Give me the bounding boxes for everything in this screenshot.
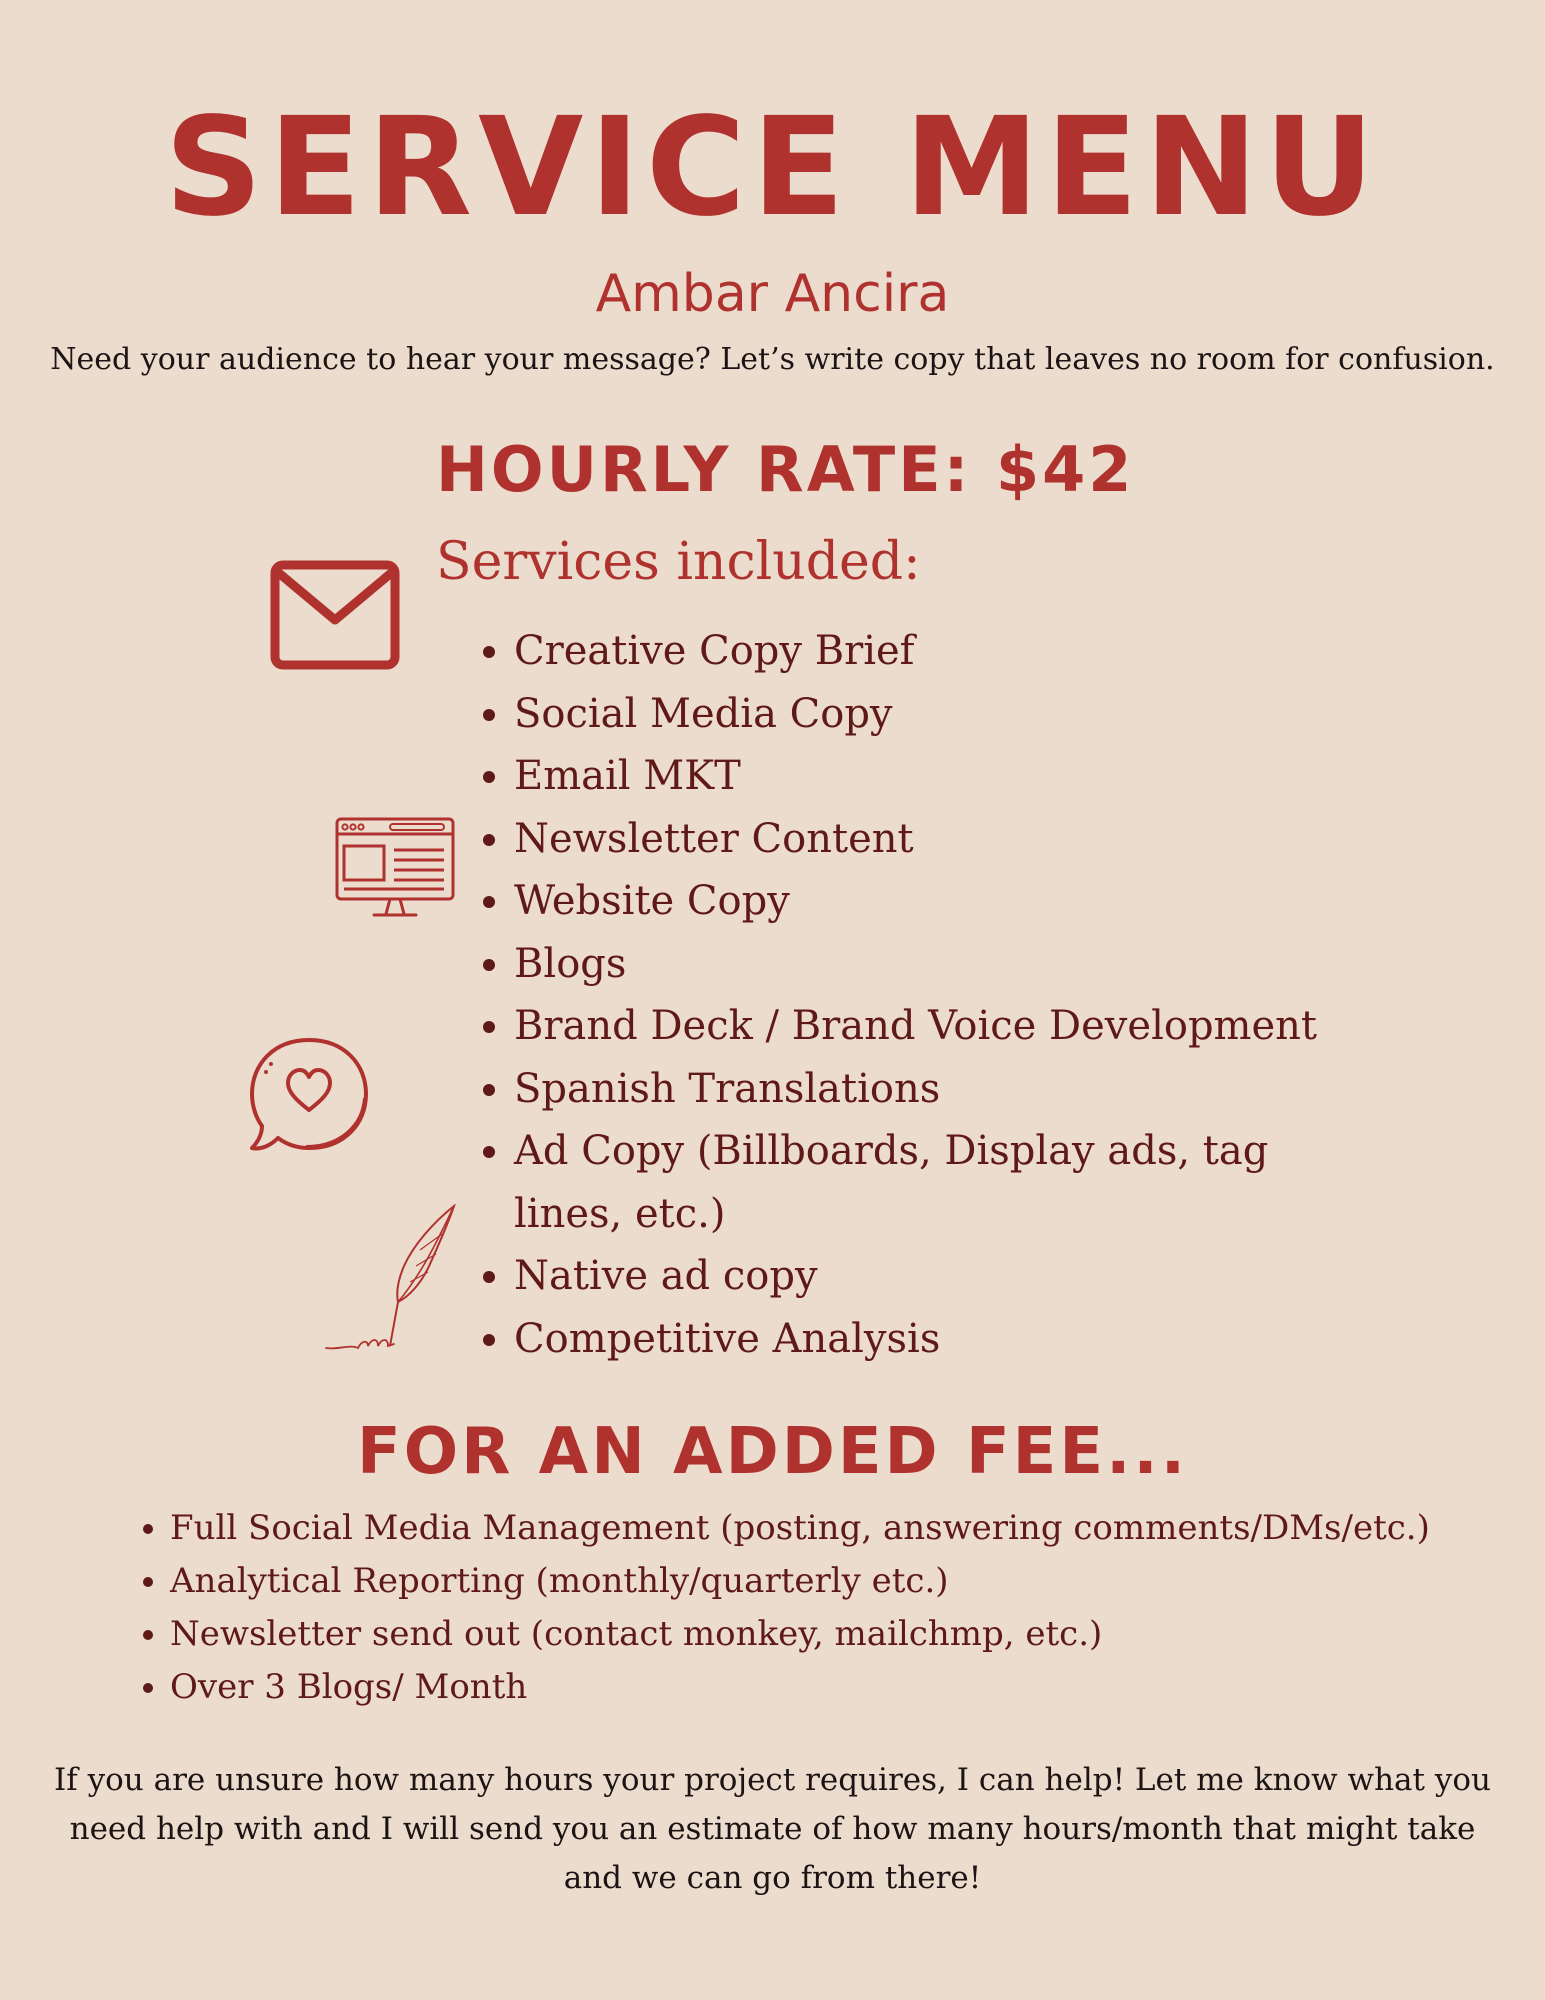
services-heading: Services included: xyxy=(436,532,921,592)
list-item: • Competitive Analysis xyxy=(514,1308,1374,1371)
tagline: Need your audience to hear your message? Let’s write copy that leaves no room for confusion. xyxy=(50,342,1495,377)
list-item: • Ad Copy (Billboards, Display ads, tag lines, etc.) xyxy=(514,1120,1374,1245)
list-item: • Newsletter Content xyxy=(514,808,1374,871)
closing-paragraph: If you are unsure how many hours your project requires, I can help! Let me know what you need help with and I will send you an estimate of how many hours/month that might take and we can go from there! xyxy=(54,1762,1491,1896)
heart-chat-bubble-icon xyxy=(244,1032,374,1162)
list-item: • Social Media Copy xyxy=(514,683,1374,746)
browser-window-icon xyxy=(334,816,458,922)
page-title: SERVICE MENU xyxy=(164,89,1381,247)
list-item: • Analytical Reporting (monthly/quarterly etc.) xyxy=(170,1555,1470,1608)
list-item: • Brand Deck / Brand Voice Development xyxy=(514,995,1374,1058)
quill-pen-icon xyxy=(324,1204,460,1356)
list-item: • Creative Copy Brief xyxy=(514,620,1374,683)
added-fee-heading: FOR AN ADDED FEE... xyxy=(356,1415,1189,1489)
author-name: Ambar Ancira xyxy=(595,264,950,324)
envelope-icon xyxy=(270,560,400,670)
list-item: • Native ad copy xyxy=(514,1245,1374,1308)
hourly-rate: HOURLY RATE: $42 xyxy=(436,433,1135,506)
list-item: • Blogs xyxy=(514,933,1374,996)
list-item: • Newsletter send out (contact monkey, mailchmp, etc.) xyxy=(170,1608,1470,1661)
list-item: • Email MKT xyxy=(514,745,1374,808)
list-item: • Spanish Translations xyxy=(514,1058,1374,1121)
list-item: • Full Social Media Management (posting, answering comments/DMs/etc.) xyxy=(170,1502,1470,1555)
added-fee-list xyxy=(132,1502,1470,1714)
list-item: • Website Copy xyxy=(514,870,1374,933)
list-item: • Over 3 Blogs/ Month xyxy=(170,1661,1470,1714)
services-list xyxy=(466,620,1374,1370)
